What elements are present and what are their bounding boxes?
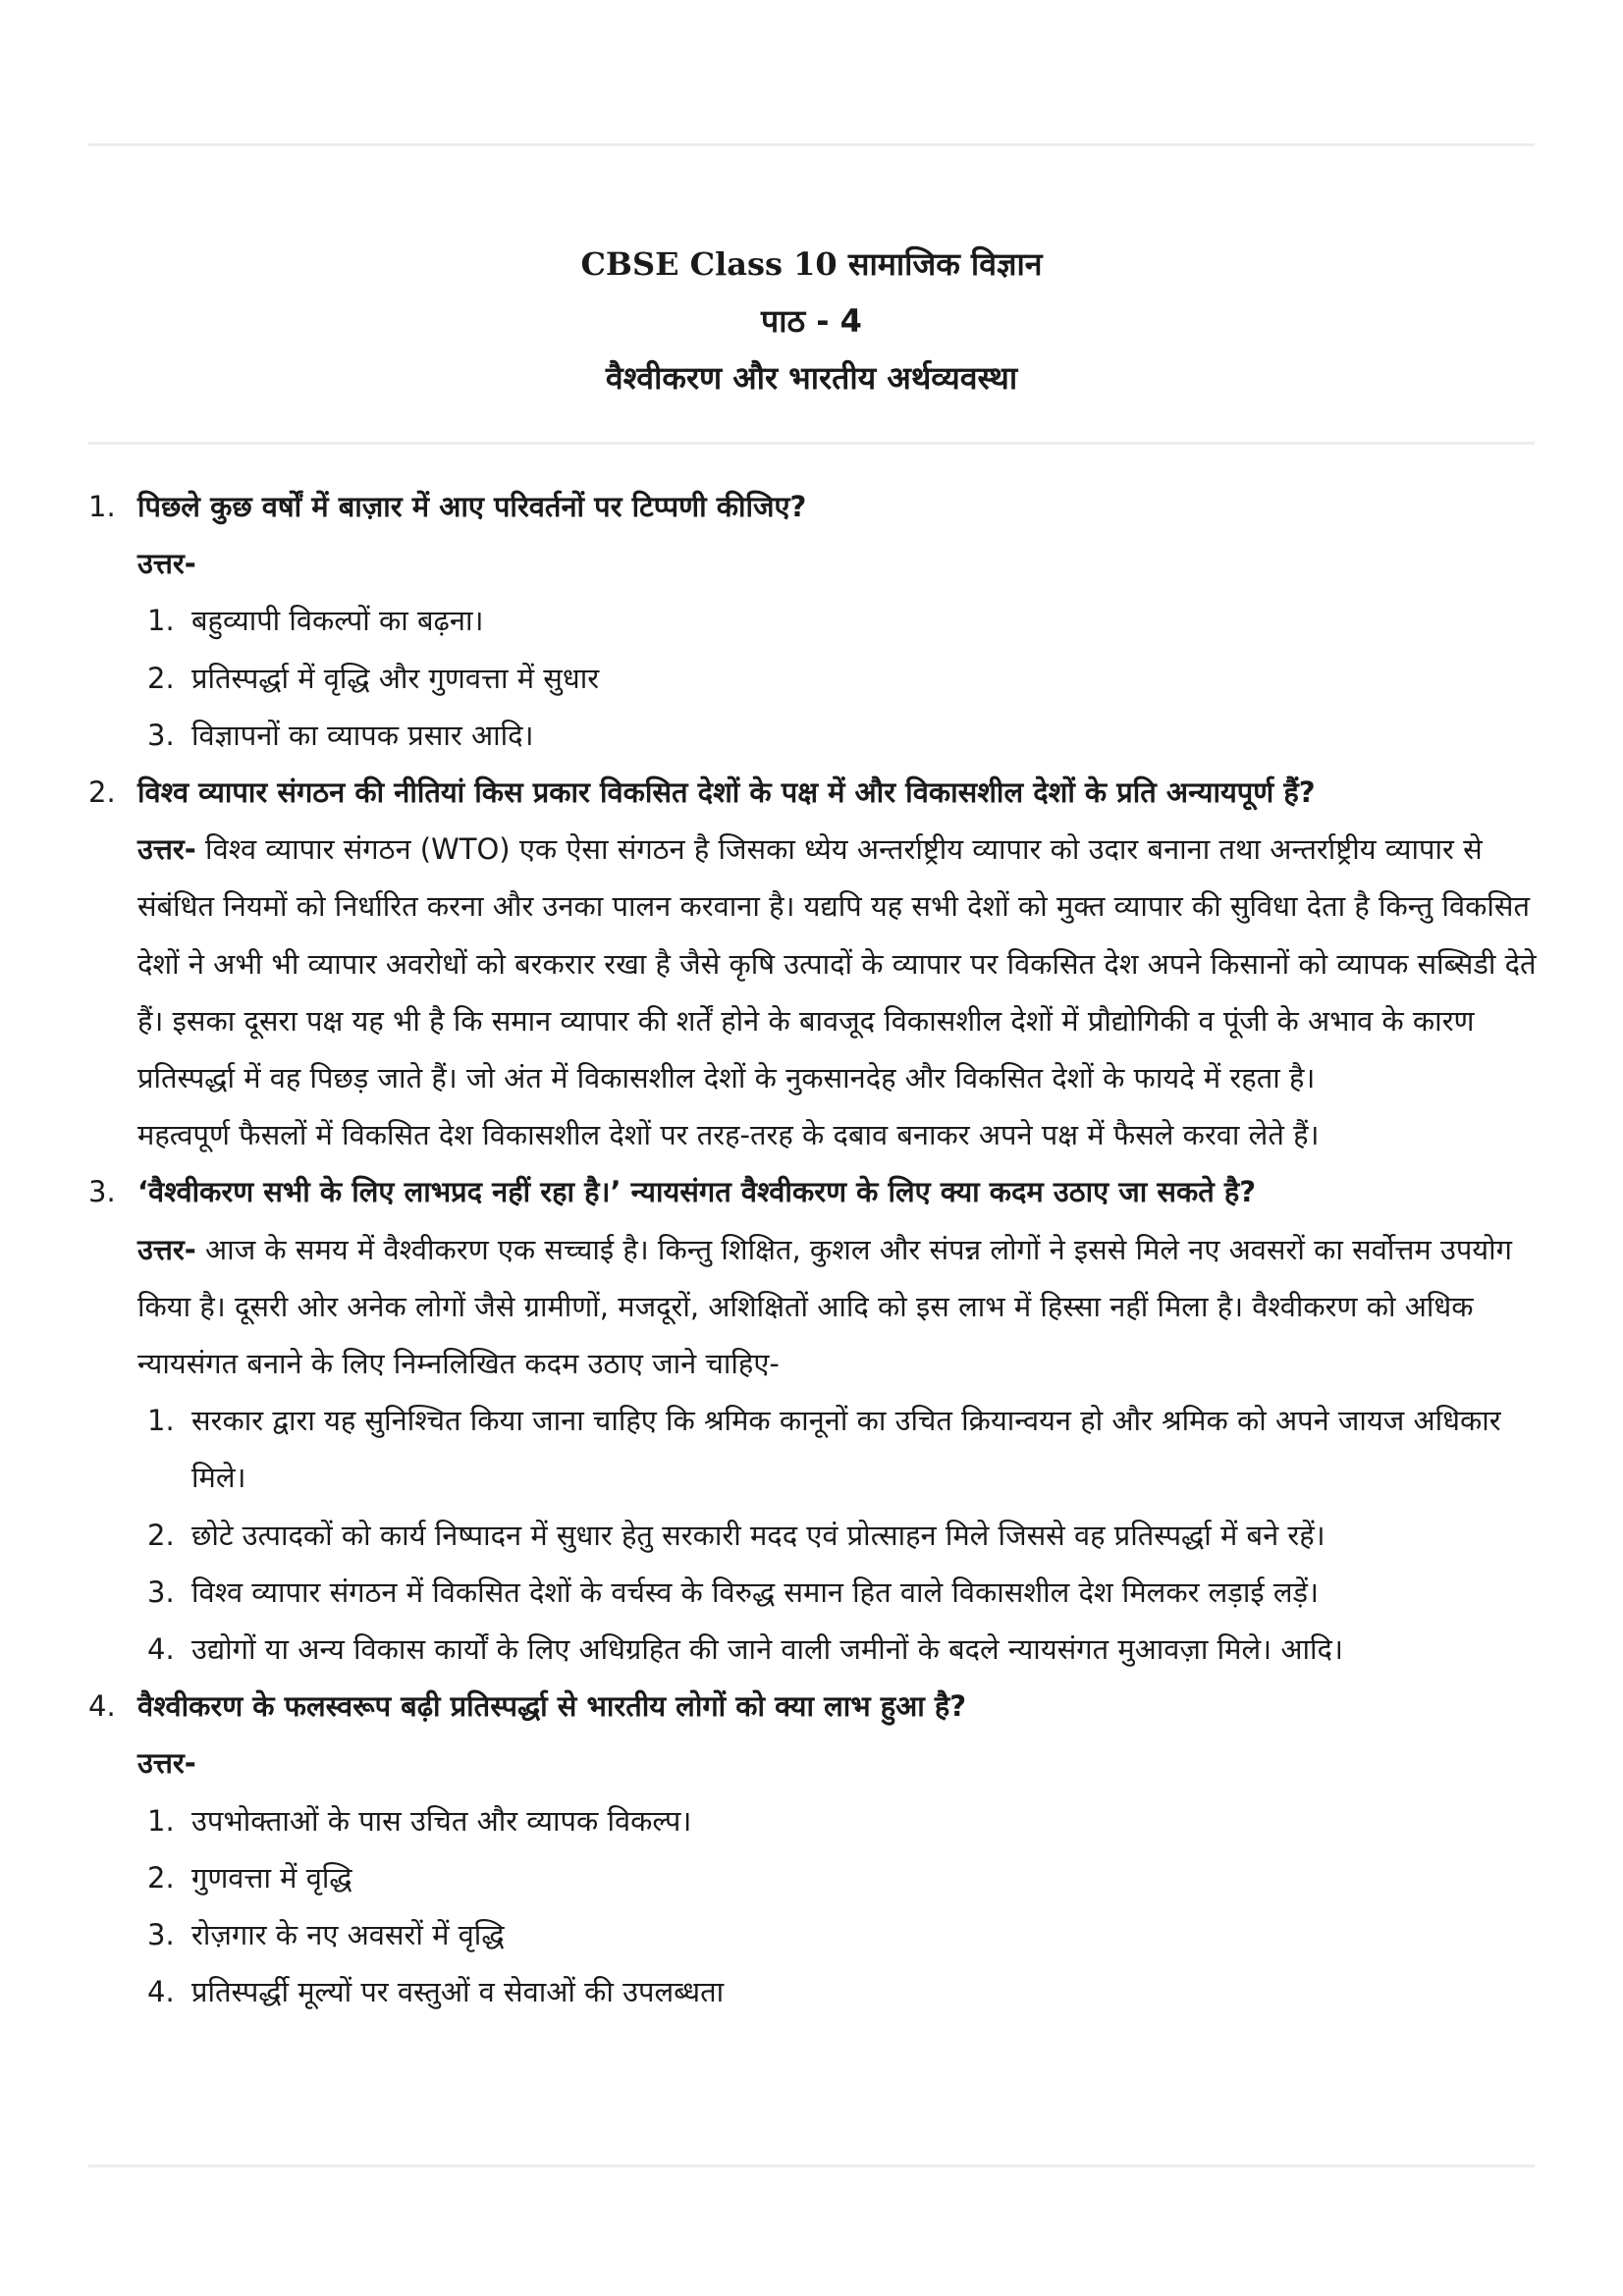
document-header: [0, 236, 1623, 406]
answer-text: आज के समय में वैश्वीकरण एक सच्चाई है। किन्तु शिक्षित, कुशल और संपन्न लोगों ने इससे मिले नए अवसरों का सर्वोत्तम उपयोग किया है। दूसरी ओर अनेक लोगों जैसे ग्रामीणों, मजदूरों, अशिक्षितों आदि को इस लाभ में हिस्सा नहीं मिला है। वैश्वीकरण को अधिक न्यायसंगत बनाने के लिए निम्नलिखित कदम उठाए जाने चाहिए-: [137, 1232, 1512, 1381]
answer-point: [88, 650, 1551, 707]
answer-point: [88, 1963, 1551, 2020]
question: [88, 764, 1551, 821]
top-divider: [88, 143, 1535, 146]
header-divider: [88, 442, 1535, 445]
answer-label: उत्तर-: [137, 1746, 196, 1781]
point-number: 4.: [147, 1975, 175, 2009]
point-number: 3.: [147, 1918, 175, 1952]
answer-label: उत्तर-: [137, 1232, 196, 1266]
answer: [88, 821, 1551, 1106]
question: [88, 478, 1551, 535]
answer-point: [88, 592, 1551, 649]
point-text: विज्ञापनों का व्यापक प्रसार आदि।: [191, 718, 534, 752]
point-text: छोटे उत्पादकों को कार्य निष्पादन में सुधार हेतु सरकारी मदद एवं प्रोत्साहन मिले जिससे वह प्रतिस्पर्द्धा में बने रहें।: [191, 1518, 1325, 1552]
answer-label: उत्तर-: [137, 832, 196, 867]
point-text: उपभोक्ताओं के पास उचित और व्यापक विकल्प।: [191, 1803, 692, 1838]
question-block: [88, 1678, 1551, 2020]
question-block: [88, 1163, 1551, 1678]
point-number: 1.: [147, 604, 175, 638]
header-subject-line: [0, 236, 1623, 293]
point-text: रोज़गार के नए अवसरों में वृद्धि: [191, 1918, 505, 1952]
point-text: गुणवत्ता में वृद्धि: [191, 1860, 352, 1895]
question-number: 4.: [88, 1689, 116, 1724]
question-list: [88, 478, 1551, 2020]
answer-point: [88, 1564, 1551, 1621]
question: [88, 1678, 1551, 1735]
point-number: 4.: [147, 1632, 175, 1667]
answer-point: [88, 1621, 1551, 1678]
question-text: ‘वैश्वीकरण सभी के लिए लाभप्रद नहीं रहा है।’ न्यायसंगत वैश्वीकरण के लिए क्या कदम उठाए जा सकते है?: [137, 1175, 1257, 1209]
header-chapter-number: पाठ - 4: [761, 302, 862, 340]
point-number: 2.: [147, 1518, 175, 1552]
answer-extra-paragraph: महत्वपूर्ण फैसलों में विकसित देश विकासशील देशों पर तरह-तरह के दबाव बनाकर अपने पक्ष में फैसले करवा लेते हैं।: [137, 1118, 1320, 1152]
answer-point: [88, 707, 1551, 764]
question-text: पिछले कुछ वर्षों में बाज़ार में आए परिवर्तनों पर टिप्पणी कीजिए?: [137, 490, 807, 523]
question-number: 3.: [88, 1175, 116, 1209]
answer-point: [88, 1507, 1551, 1564]
point-number: 2.: [147, 1860, 175, 1895]
question-number: 1.: [88, 490, 116, 523]
answer: [88, 1735, 1551, 1791]
question: [88, 1163, 1551, 1220]
header-subject: सामाजिक विज्ञान: [847, 245, 1043, 283]
point-text: विश्व व्यापार संगठन में विकसित देशों के वर्चस्व के विरुद्ध समान हित वाले विकासशील देश मिलकर लड़ाई लड़ें।: [191, 1575, 1319, 1609]
question-block: [88, 478, 1551, 764]
answer: [88, 535, 1551, 592]
question-text: विश्व व्यापार संगठन की नीतियां किस प्रकार विकसित देशों के पक्ष में और विकासशील देशों के प्रति अन्यायपूर्ण हैं?: [137, 775, 1316, 810]
answer-point: [88, 1906, 1551, 1963]
point-number: 1.: [147, 1404, 175, 1438]
point-number: 3.: [147, 718, 175, 752]
answer-text: विश्व व्यापार संगठन (WTO) एक ऐसा संगठन है जिसका ध्येय अन्तर्राष्ट्रीय व्यापार को उदार बनाना तथा अन्तर्राष्ट्रीय व्यापार से संबंधित नियमों को निर्धारित करना और उनका पालन करवाना है। यद्यपि यह सभी देशों को मुक्त व्यापार की सुविधा देता है किन्तु विकसित देशों ने अभी भी व्यापार अवरोधों को बरकरार रखा है जैसे कृषि उत्पादों के व्यापार पर विकसित देश अपने किसानों को व्यापक सब्सिडी देते हैं। इसका दूसरा पक्ष यह भी है कि समान व्यापार की शर्तें होने के बावजूद विकासशील देशों में प्रौद्योगिकी व पूंजी के अभाव के कारण प्रतिस्पर्द्धा में वह पिछड़ जाते हैं। जो अंत में विकासशील देशों के नुकसानदेह और विकसित देशों के फायदे में रहता है।: [137, 832, 1537, 1095]
footer-divider: [88, 2164, 1535, 2167]
point-text: बहुव्यापी विकल्पों का बढ़ना।: [191, 604, 484, 638]
answer-point: [88, 1849, 1551, 1906]
point-text: उद्योगों या अन्य विकास कार्यों के लिए अधिग्रहित की जाने वाली जमीनों के बदले न्यायसंगत मुआवज़ा मिले। आदि।: [191, 1632, 1343, 1667]
point-text: प्रतिस्पर्द्धा में वृद्धि और गुणवत्ता में सुधार: [191, 661, 600, 695]
point-number: 3.: [147, 1575, 175, 1609]
point-number: 2.: [147, 661, 175, 695]
question-number: 2.: [88, 775, 116, 810]
answer-label: उत्तर-: [137, 547, 196, 581]
answer-point: [88, 1392, 1551, 1506]
question-text: वैश्वीकरण के फलस्वरूप बढ़ी प्रतिस्पर्द्धा से भारतीय लोगों को क्या लाभ हुआ है?: [137, 1689, 967, 1724]
question-block: [88, 764, 1551, 1163]
point-text: प्रतिस्पर्द्धी मूल्यों पर वस्तुओं व सेवाओं की उपलब्धता: [191, 1975, 725, 2009]
answer: [88, 1221, 1551, 1393]
point-number: 1.: [147, 1803, 175, 1838]
answer-point: [88, 1792, 1551, 1849]
header-chapter-title: वैश्वीकरण और भारतीय अर्थव्यवस्था: [605, 359, 1018, 397]
point-text: सरकार द्वारा यह सुनिश्चित किया जाना चाहिए कि श्रमिक कानूनों का उचित क्रियान्वयन हो और श्रमिक को अपने जायज अधिकार मिले।: [191, 1404, 1501, 1495]
header-class-label: CBSE Class 10: [580, 245, 838, 283]
